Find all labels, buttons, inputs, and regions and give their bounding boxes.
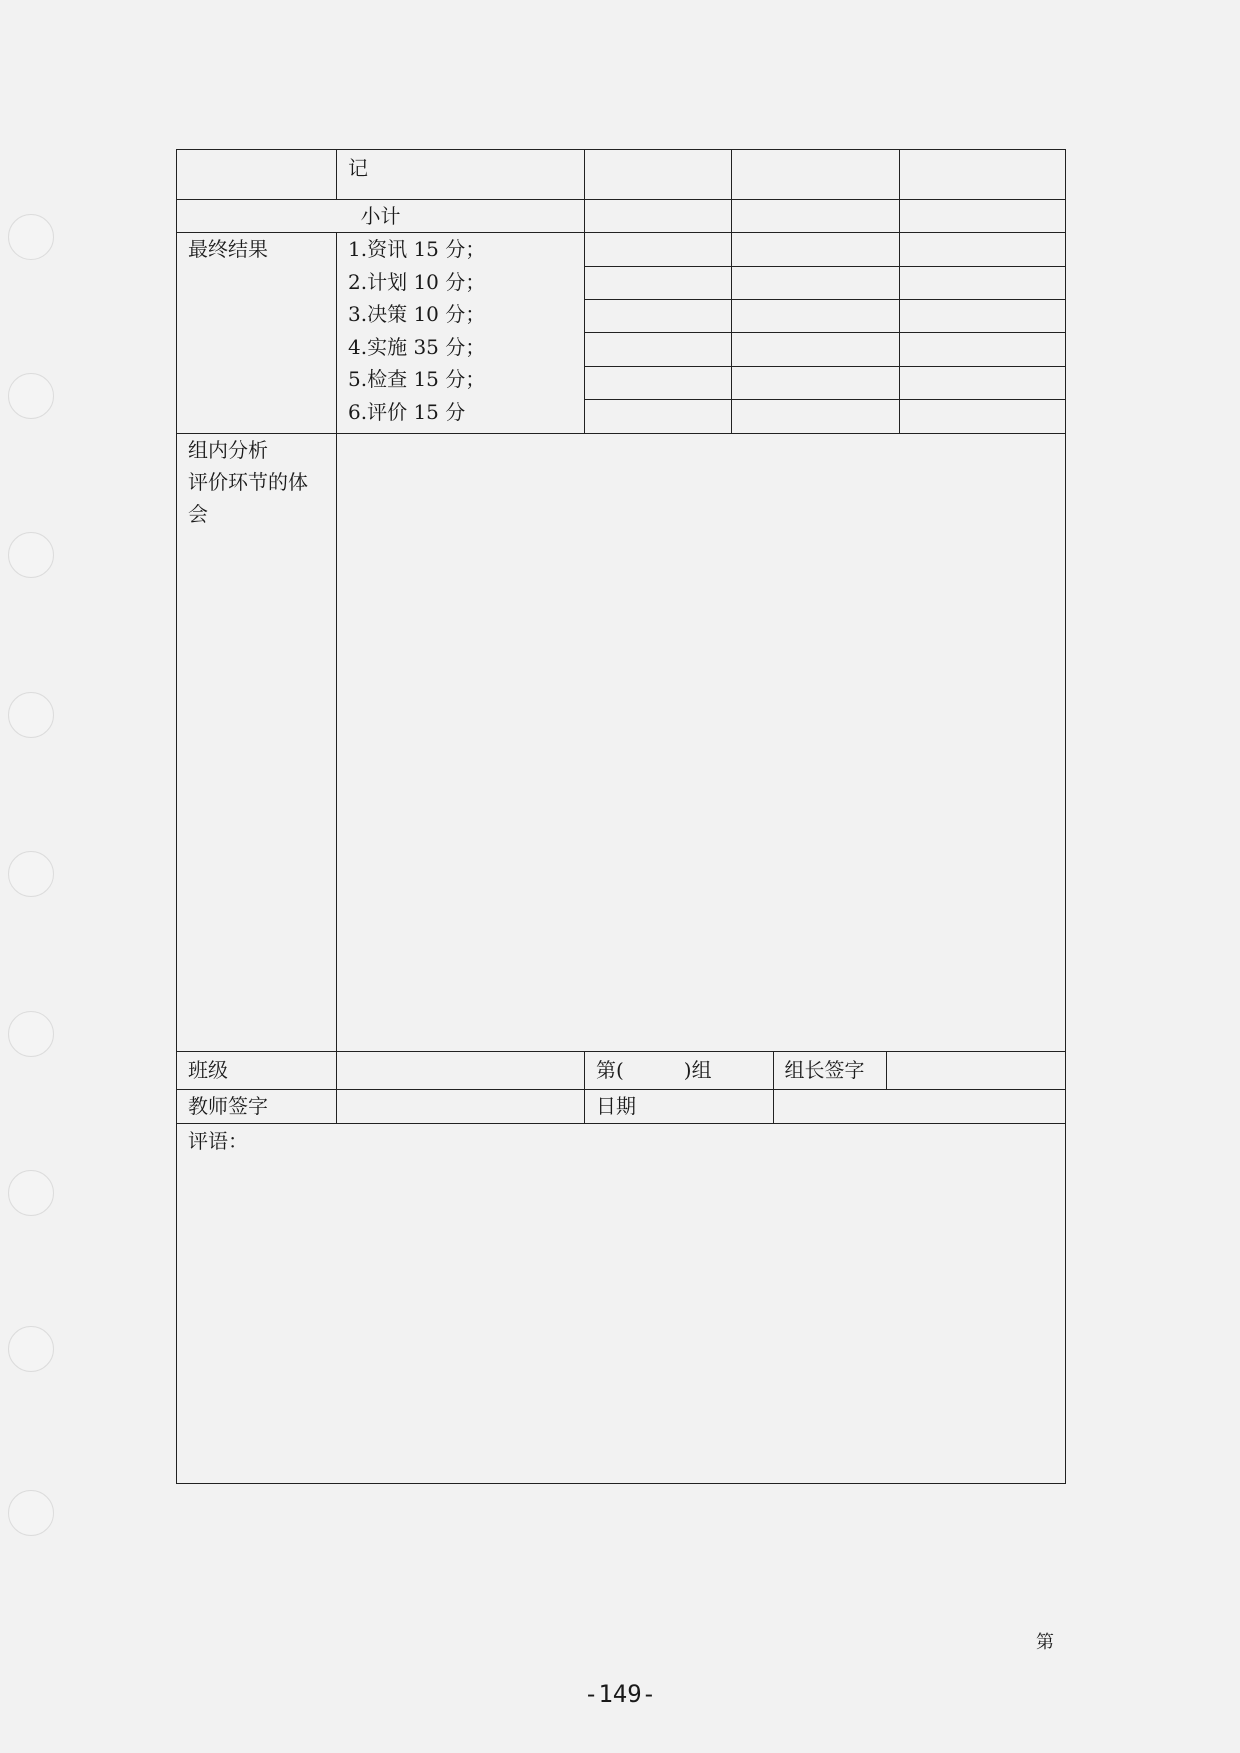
footer-label: 第: [1036, 1632, 1054, 1653]
score-cell[interactable]: [585, 267, 732, 300]
score-cell[interactable]: [900, 367, 1066, 400]
final-item: 4.实施 35 分；: [348, 334, 486, 359]
score-cell[interactable]: [585, 200, 732, 233]
score-cell[interactable]: [900, 300, 1066, 333]
class-value-field[interactable]: [337, 1052, 585, 1090]
final-items-list: [337, 233, 585, 434]
binder-hole: [8, 214, 54, 260]
analysis-label-line: 会: [188, 502, 208, 526]
leader-sign-field[interactable]: [886, 1052, 1066, 1089]
final-item: 1.资讯 15 分；: [348, 237, 486, 261]
score-cell[interactable]: [900, 400, 1066, 434]
score-cell[interactable]: [900, 233, 1066, 267]
score-cell[interactable]: [585, 150, 732, 200]
teacher-sign-field[interactable]: [337, 1090, 585, 1124]
group-inner-table: [585, 1052, 1066, 1089]
binder-hole: [8, 373, 54, 419]
evaluation-form-table: [176, 149, 1066, 1484]
binder-hole: [8, 1490, 54, 1536]
comment-area[interactable]: [177, 1124, 1066, 1484]
group-cell: [585, 1052, 1066, 1090]
binder-hole: [8, 532, 54, 578]
score-cell[interactable]: [585, 300, 732, 333]
page-number: -149-: [583, 1680, 657, 1708]
comment-label: 评语：: [188, 1129, 248, 1153]
score-cell[interactable]: [732, 367, 900, 400]
score-cell[interactable]: [732, 333, 900, 367]
score-cell[interactable]: [732, 200, 900, 233]
score-cell[interactable]: [585, 233, 732, 267]
final-item: 6.评价 15 分: [348, 399, 466, 424]
score-cell[interactable]: [732, 300, 900, 333]
score-cell[interactable]: [900, 333, 1066, 367]
final-item: 3.决策 10 分；: [348, 302, 486, 326]
ji-label: 记: [337, 150, 585, 200]
binder-hole: [8, 692, 54, 738]
date-inner-table: [585, 1090, 1066, 1123]
score-cell[interactable]: [732, 150, 900, 200]
final-result-row: [177, 233, 1066, 267]
binder-hole: [8, 1170, 54, 1216]
score-cell[interactable]: [732, 267, 900, 300]
analysis-content-area[interactable]: [337, 434, 1066, 1052]
analysis-row: [177, 434, 1066, 1052]
score-cell[interactable]: [585, 367, 732, 400]
comment-row: [177, 1124, 1066, 1484]
score-cell[interactable]: [900, 267, 1066, 300]
final-item: 5.检查 15 分；: [348, 367, 486, 391]
binder-hole: [8, 1326, 54, 1372]
class-label: 班级: [177, 1052, 337, 1090]
table-cell: [177, 150, 337, 200]
score-cell[interactable]: [585, 400, 732, 434]
date-cell: [585, 1090, 1066, 1124]
group-label: 第( )组: [596, 1058, 712, 1082]
score-cell[interactable]: [585, 333, 732, 367]
class-row: [177, 1052, 1066, 1090]
score-cell[interactable]: [732, 233, 900, 267]
final-item: 2.计划 10 分；: [348, 269, 486, 294]
binder-hole: [8, 1011, 54, 1057]
binder-hole: [8, 851, 54, 897]
score-cell[interactable]: [900, 150, 1066, 200]
table-row: [177, 150, 1066, 200]
analysis-label-line: 组内分析: [188, 438, 268, 462]
analysis-label-line: 评价环节的体: [188, 470, 308, 494]
analysis-label: [177, 434, 337, 1052]
leader-sign-label: 组长签字: [773, 1052, 886, 1089]
subtotal-label: 小计: [177, 200, 585, 233]
teacher-row: [177, 1090, 1066, 1124]
teacher-sign-label: 教师签字: [177, 1090, 337, 1124]
final-result-label: 最终结果: [177, 233, 337, 434]
subtotal-row: [177, 200, 1066, 233]
date-label: 日期: [596, 1094, 636, 1118]
date-field[interactable]: [773, 1090, 1066, 1123]
score-cell[interactable]: [732, 400, 900, 434]
score-cell[interactable]: [900, 200, 1066, 233]
